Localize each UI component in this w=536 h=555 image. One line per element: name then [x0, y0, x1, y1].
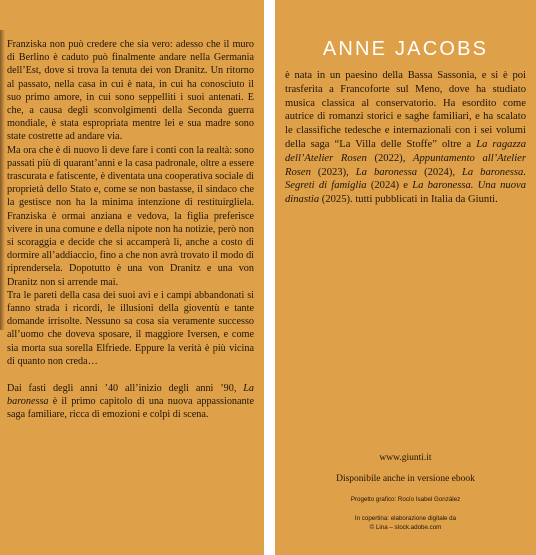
synopsis-paragraph-1: Franziska non può credere che sia vero: adesso che il muro di Berlino è caduto può finalmente andare nella Germania dell’Est, dove si trova la tenuta dei von Dranitz. Un ritorno al passato, nella casa in cui è nata, in cui ha conosciuto il suo primo amore, in cui sono seppelliti i suoi antenati. E che, a causa degli sconvolgimenti della Seconda guerra mondiale, è stata espropriata mentre lei e sua madre sono state costrette ad andare via. — [7, 39, 254, 143]
book-year: (2024), — [417, 166, 462, 178]
tagline-text: è il primo capitolo di una nuova appassionante saga familiare, ricca di emozioni e colpi di scena. — [7, 396, 254, 421]
design-credit: Progetto grafico: Rocío Isabel González — [350, 496, 461, 503]
synopsis-paragraph-2: Ma ora che è di nuovo lì deve fare i conti con la realtà: sono passati più di quarant’anni e la casa padronale, oltre a essere trascurata e fatiscente, è diventata una cooperativa sociale di proprietà dello Stato e, come se non bastasse, il sindaco che la gestisce non ha la minima intenzione di restituirgliela. Franziska è ormai anziana e vedova, la figlia preferisce vivere in una comune e della nipote non ha notizie, però non si scoraggia e decide che si accamperà lì, anche a costo di dormire all’addiaccio, fino a che non avrà trovato il modo di riprendersela. Dopotutto è una von Dranitz e una von Dranitz non si arrende mai. — [7, 144, 254, 288]
author-bio — [285, 69, 526, 207]
synopsis-paragraph-3: Tra le pareti della casa dei suoi avi e i campi abbandonati si fanno strada i ricordi, le illusioni della gioventù e tante domande irrisolte. Nessuno sa cosa sia veramente successo all’uomo che doveva sposare, il maggiore Iversen, e come sia morta sua sorella Elfriede. Eppure la verità è più vicina di quanto non creda… — [7, 289, 254, 367]
book-title: La baronessa. Una nuova dinastia — [285, 180, 527, 206]
book-year: (2024) e — [366, 180, 413, 192]
tagline-text: Dai fasti degli anni ’40 all’inizio degli anni ’90, — [7, 383, 244, 395]
cover-credit — [285, 514, 526, 532]
book-title: La baronessa — [355, 166, 418, 178]
book-year: (2023), — [310, 166, 356, 178]
book-title: La baronessa. Segreti di famiglia — [285, 166, 526, 192]
ebook-notice: Disponibile anche in versione ebook — [336, 474, 475, 484]
tagline-paragraph — [7, 382, 254, 422]
book-title: La ragazza dell’Atelier Rosen — [285, 138, 526, 164]
publisher-website: www.giunti.it — [379, 453, 432, 463]
author-flap-panel — [275, 0, 536, 555]
back-flap-panel — [0, 0, 264, 555]
tagline-book-title: La baronessa — [7, 383, 254, 408]
cover-credit-line-2: © Lina – stock.adobe.com — [369, 524, 442, 531]
bio-text: è nata in un paesino della Bassa Sassonia, e si è poi trasferita a Francoforte sul Meno, dove ha studiato musica classica al conservatorio. Ha esordito come autrice di romanzi storici e saghe familiari, e ha scalato le classifiche tedesche e internazionali con i sei volumi della saga “La Villa delle Stoffe” oltre a — [285, 70, 526, 150]
book-year: (2022), — [366, 152, 414, 164]
book-year: (2025). — [319, 194, 356, 206]
bio-text: tutti pubblicati in Italia da Giunti. — [355, 194, 498, 206]
author-name: ANNE JACOBS — [322, 38, 489, 60]
cover-credit-line-1: In copertina: elaborazione digitale da — [354, 515, 457, 522]
book-title: Appuntamento all’Atelier Rosen — [285, 152, 526, 178]
fold-shadow — [0, 30, 5, 330]
